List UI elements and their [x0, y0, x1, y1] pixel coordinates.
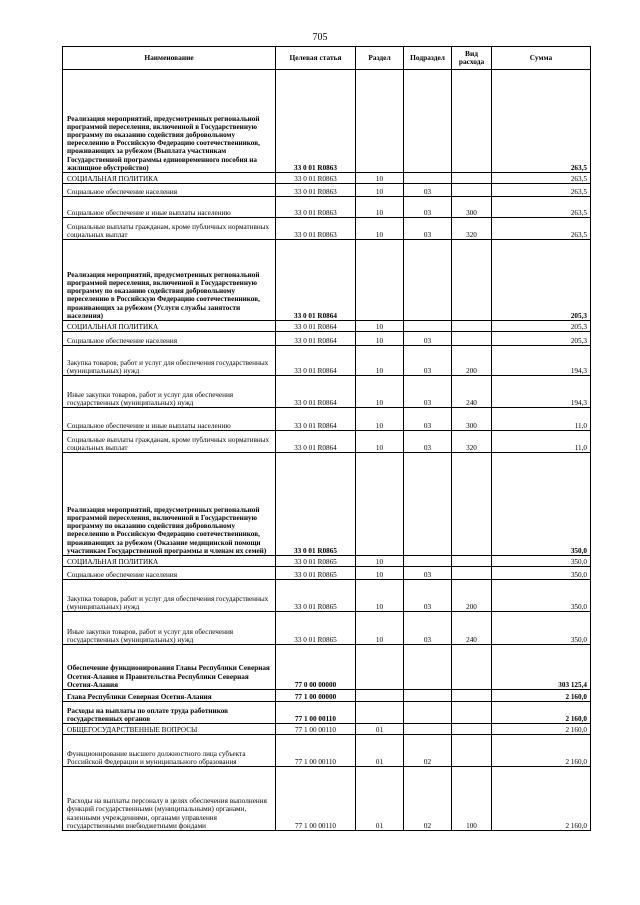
cell-section: 10	[356, 332, 404, 346]
cell-subsection	[404, 173, 452, 184]
cell-name: СОЦИАЛЬНАЯ ПОЛИТИКА	[63, 321, 276, 332]
cell-target: 33 0 01 R0864	[276, 332, 356, 346]
cell-section: 10	[356, 408, 404, 431]
cell-expense-type	[452, 70, 492, 173]
cell-section	[356, 690, 404, 702]
table-row	[63, 332, 591, 346]
cell-subsection	[404, 240, 452, 321]
table-row	[63, 724, 591, 735]
cell-expense-type: 300	[452, 408, 492, 431]
cell-amount: 11,0	[492, 431, 591, 453]
cell-name: Реализация мероприятий, предусмотренных региональной программой переселения, включенной в Государственную программу по оказанию содействия добровольному переселению в Российскую Федерацию соотечественников, проживающих за рубежом (Выплата участникам Государственной программы единовременного пособия на жилищное обустройство)	[63, 70, 276, 173]
budget-table	[62, 46, 591, 831]
cell-target: 33 0 01 R0865	[276, 567, 356, 580]
cell-target: 33 0 01 R0864	[276, 408, 356, 431]
table-row	[63, 453, 591, 556]
cell-section	[356, 70, 404, 173]
cell-expense-type	[452, 332, 492, 346]
cell-amount: 350,0	[492, 556, 591, 567]
cell-amount: 263,5	[492, 218, 591, 240]
cell-section: 10	[356, 567, 404, 580]
cell-subsection: 03	[404, 612, 452, 645]
cell-section: 01	[356, 767, 404, 831]
header-amount: Сумма	[492, 47, 591, 70]
cell-name: Реализация мероприятий, предусмотренных региональной программой переселения, включенной в Государственную программу по оказанию содействия добровольному переселению в Российскую Федерацию соотечественников, проживающих за рубежом (Услуги службы занятости населения)	[63, 240, 276, 321]
cell-amount: 263,5	[492, 173, 591, 184]
cell-name: Реализация мероприятий, предусмотренных региональной программой переселения, включенной в Государственную программу по оказанию содействия добровольному переселению в Российскую Федерацию соотечественников, проживающих за рубежом (Оказание медицинской помощи участникам Государственной программы и членам их семей)	[63, 453, 276, 556]
cell-subsection: 02	[404, 767, 452, 831]
cell-subsection	[404, 321, 452, 332]
header-section: Раздел	[356, 47, 404, 70]
cell-name: Обеспечение функционирования Главы Республики Северная Осетия-Алания и Правительства Республики Северная Осетия-Алания	[63, 645, 276, 690]
cell-section: 10	[356, 556, 404, 567]
table-row	[63, 346, 591, 376]
cell-target: 33 0 01 R0865	[276, 580, 356, 612]
table-row	[63, 735, 591, 767]
cell-expense-type: 100	[452, 767, 492, 831]
cell-target: 33 0 01 R0864	[276, 431, 356, 453]
cell-subsection: 03	[404, 184, 452, 197]
cell-name: Функционирование высшего должностного лица субъекта Российской Федерации и муниципального образования	[63, 735, 276, 767]
cell-amount: 2 160,0	[492, 767, 591, 831]
cell-name: ОБЩЕГОСУДАРСТВЕННЫЕ ВОПРОСЫ	[63, 724, 276, 735]
cell-amount: 263,5	[492, 197, 591, 218]
cell-section: 01	[356, 724, 404, 735]
table-row	[63, 612, 591, 645]
cell-name: Глава Республики Северная Осетия-Алания	[63, 690, 276, 702]
cell-name: Социальные выплаты гражданам, кроме публичных нормативных социальных выплат	[63, 218, 276, 240]
cell-target: 33 0 01 R0865	[276, 556, 356, 567]
table-row	[63, 240, 591, 321]
cell-amount: 350,0	[492, 580, 591, 612]
cell-expense-type	[452, 321, 492, 332]
cell-subsection: 03	[404, 408, 452, 431]
cell-subsection: 03	[404, 197, 452, 218]
cell-target: 77 0 00 00000	[276, 645, 356, 690]
cell-name: СОЦИАЛЬНАЯ ПОЛИТИКА	[63, 173, 276, 184]
cell-name: Социальные выплаты гражданам, кроме публичных нормативных социальных выплат	[63, 431, 276, 453]
cell-amount: 2 160,0	[492, 702, 591, 724]
cell-name: СОЦИАЛЬНАЯ ПОЛИТИКА	[63, 556, 276, 567]
cell-amount: 2 160,0	[492, 724, 591, 735]
page-number: 705	[312, 32, 328, 43]
cell-section: 10	[356, 321, 404, 332]
cell-name: Социальное обеспечение населения	[63, 184, 276, 197]
table-row	[63, 567, 591, 580]
cell-subsection	[404, 724, 452, 735]
cell-expense-type: 200	[452, 580, 492, 612]
cell-target: 33 0 01 R0863	[276, 70, 356, 173]
header-subsection: Подраздел	[404, 47, 452, 70]
cell-amount: 2 160,0	[492, 690, 591, 702]
header-name: Наименование	[63, 47, 276, 70]
cell-expense-type	[452, 645, 492, 690]
cell-name: Иные закупки товаров, работ и услуг для обеспечения государственных (муниципальных) нужд	[63, 376, 276, 408]
cell-section: 10	[356, 431, 404, 453]
cell-subsection: 03	[404, 332, 452, 346]
cell-target: 33 0 01 R0864	[276, 321, 356, 332]
cell-amount: 350,0	[492, 453, 591, 556]
cell-target: 33 0 01 R0864	[276, 240, 356, 321]
cell-amount: 11,0	[492, 408, 591, 431]
table-row	[63, 70, 591, 173]
table-row	[63, 702, 591, 724]
cell-expense-type	[452, 240, 492, 321]
cell-target: 77 1 00 00000	[276, 690, 356, 702]
cell-target: 33 0 01 R0863	[276, 197, 356, 218]
cell-name: Социальное обеспечение населения	[63, 567, 276, 580]
cell-section	[356, 645, 404, 690]
cell-amount: 303 125,4	[492, 645, 591, 690]
cell-expense-type	[452, 453, 492, 556]
cell-subsection	[404, 70, 452, 173]
cell-subsection: 03	[404, 346, 452, 376]
cell-expense-type	[452, 567, 492, 580]
cell-name: Социальное обеспечение и иные выплаты населению	[63, 197, 276, 218]
cell-section: 01	[356, 735, 404, 767]
cell-name: Расходы на выплаты по оплате труда работников государственных органов	[63, 702, 276, 724]
cell-target: 77 1 00 00110	[276, 767, 356, 831]
cell-subsection	[404, 690, 452, 702]
cell-expense-type	[452, 556, 492, 567]
cell-subsection	[404, 645, 452, 690]
cell-expense-type: 300	[452, 197, 492, 218]
cell-subsection	[404, 556, 452, 567]
cell-target: 33 0 01 R0865	[276, 612, 356, 645]
cell-target: 33 0 01 R0865	[276, 453, 356, 556]
table-row	[63, 690, 591, 702]
cell-section: 10	[356, 184, 404, 197]
table-row	[63, 197, 591, 218]
cell-section: 10	[356, 580, 404, 612]
cell-amount: 205,3	[492, 240, 591, 321]
cell-target: 33 0 01 R0863	[276, 184, 356, 197]
cell-expense-type	[452, 724, 492, 735]
cell-expense-type: 320	[452, 431, 492, 453]
header-expense-type: Вид расхода	[452, 47, 492, 70]
table-row	[63, 184, 591, 197]
cell-subsection: 02	[404, 735, 452, 767]
cell-section: 10	[356, 612, 404, 645]
cell-section: 10	[356, 218, 404, 240]
cell-subsection: 03	[404, 218, 452, 240]
cell-expense-type: 240	[452, 376, 492, 408]
table-header-row	[63, 47, 591, 70]
cell-target: 77 1 00 00110	[276, 702, 356, 724]
cell-amount: 2 160,0	[492, 735, 591, 767]
table-body	[63, 70, 591, 831]
header-target: Целевая статья	[276, 47, 356, 70]
cell-expense-type	[452, 184, 492, 197]
cell-expense-type	[452, 702, 492, 724]
table-row	[63, 408, 591, 431]
table-row	[63, 376, 591, 408]
cell-section	[356, 702, 404, 724]
cell-subsection	[404, 453, 452, 556]
cell-target: 77 1 00 00110	[276, 735, 356, 767]
cell-name: Закупка товаров, работ и услуг для обеспечения государственных (муниципальных) нужд	[63, 346, 276, 376]
cell-subsection: 03	[404, 567, 452, 580]
cell-name: Иные закупки товаров, работ и услуг для обеспечения государственных (муниципальных) нужд	[63, 612, 276, 645]
cell-name: Социальное обеспечение населения	[63, 332, 276, 346]
cell-expense-type	[452, 735, 492, 767]
cell-section: 10	[356, 173, 404, 184]
table-row	[63, 218, 591, 240]
cell-target: 33 0 01 R0863	[276, 218, 356, 240]
table-row	[63, 767, 591, 831]
table-row	[63, 580, 591, 612]
cell-amount: 194,3	[492, 376, 591, 408]
cell-name: Закупка товаров, работ и услуг для обеспечения государственных (муниципальных) нужд	[63, 580, 276, 612]
cell-amount: 350,0	[492, 612, 591, 645]
cell-amount: 194,3	[492, 346, 591, 376]
cell-target: 33 0 01 R0864	[276, 376, 356, 408]
cell-subsection: 03	[404, 580, 452, 612]
cell-section: 10	[356, 376, 404, 408]
table-row	[63, 321, 591, 332]
cell-target: 77 1 00 00110	[276, 724, 356, 735]
cell-section: 10	[356, 346, 404, 376]
cell-subsection: 03	[404, 431, 452, 453]
cell-expense-type	[452, 173, 492, 184]
cell-expense-type	[452, 690, 492, 702]
cell-amount: 205,3	[492, 321, 591, 332]
table-row	[63, 431, 591, 453]
cell-subsection	[404, 702, 452, 724]
cell-expense-type: 200	[452, 346, 492, 376]
cell-amount: 205,3	[492, 332, 591, 346]
table-row	[63, 645, 591, 690]
cell-expense-type: 320	[452, 218, 492, 240]
cell-name: Расходы на выплаты персоналу в целях обеспечения выполнения функций государственными (муниципальными) органами, казенными учреждениями, органами управления государственными внебюджетными фондами	[63, 767, 276, 831]
cell-section	[356, 240, 404, 321]
table-row	[63, 556, 591, 567]
cell-amount: 350,0	[492, 567, 591, 580]
cell-subsection: 03	[404, 376, 452, 408]
cell-section	[356, 453, 404, 556]
cell-amount: 263,5	[492, 184, 591, 197]
cell-expense-type: 240	[452, 612, 492, 645]
cell-name: Социальное обеспечение и иные выплаты населению	[63, 408, 276, 431]
table-row	[63, 173, 591, 184]
cell-target: 33 0 01 R0863	[276, 173, 356, 184]
cell-target: 33 0 01 R0864	[276, 346, 356, 376]
cell-amount: 263,5	[492, 70, 591, 173]
cell-section: 10	[356, 197, 404, 218]
